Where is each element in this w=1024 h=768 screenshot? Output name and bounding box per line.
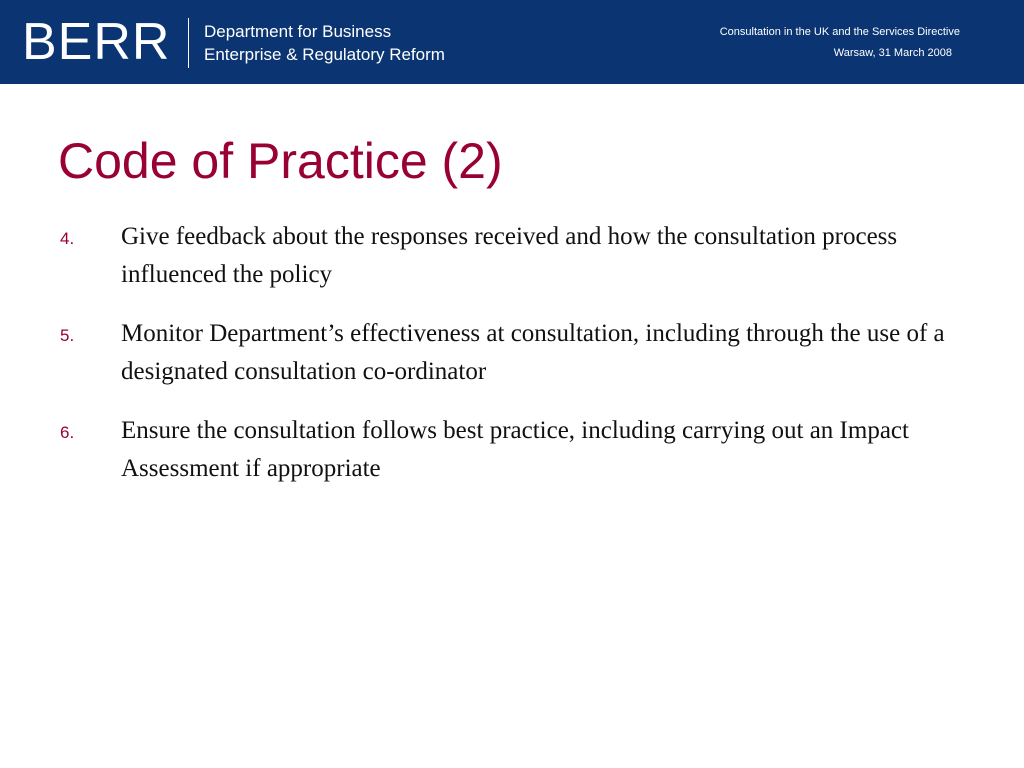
event-title: Consultation in the UK and the Services Directive — [719, 26, 960, 38]
department-name — [204, 20, 445, 66]
list-item-text: Monitor Department’s effectiveness at consultation, including through the use of a designated consultation co-ordinator — [121, 320, 945, 385]
department-name-line2: Enterprise & Regulatory Reform — [204, 45, 445, 64]
list-item-number: 4. — [60, 229, 75, 248]
slide-title: Code of Practice (2) — [58, 133, 503, 189]
points-list — [60, 218, 960, 509]
list-item — [60, 218, 960, 294]
department-name-line1: Department for Business — [204, 22, 392, 41]
list-item-text: Ensure the consultation follows best practice, including carrying out an Impact Assessment if appropriate — [121, 417, 909, 482]
header-bar — [0, 0, 1024, 84]
logo-divider — [188, 18, 189, 68]
list-item — [60, 315, 960, 391]
list-item — [60, 412, 960, 488]
event-date: Warsaw, 31 March 2008 — [833, 47, 952, 59]
berr-logo: BERR — [22, 13, 171, 71]
event-info — [720, 22, 960, 64]
list-item-text: Give feedback about the responses received and how the consultation process influenced the policy — [121, 223, 898, 288]
list-item-number: 6. — [60, 423, 75, 442]
list-item-number: 5. — [60, 326, 75, 345]
